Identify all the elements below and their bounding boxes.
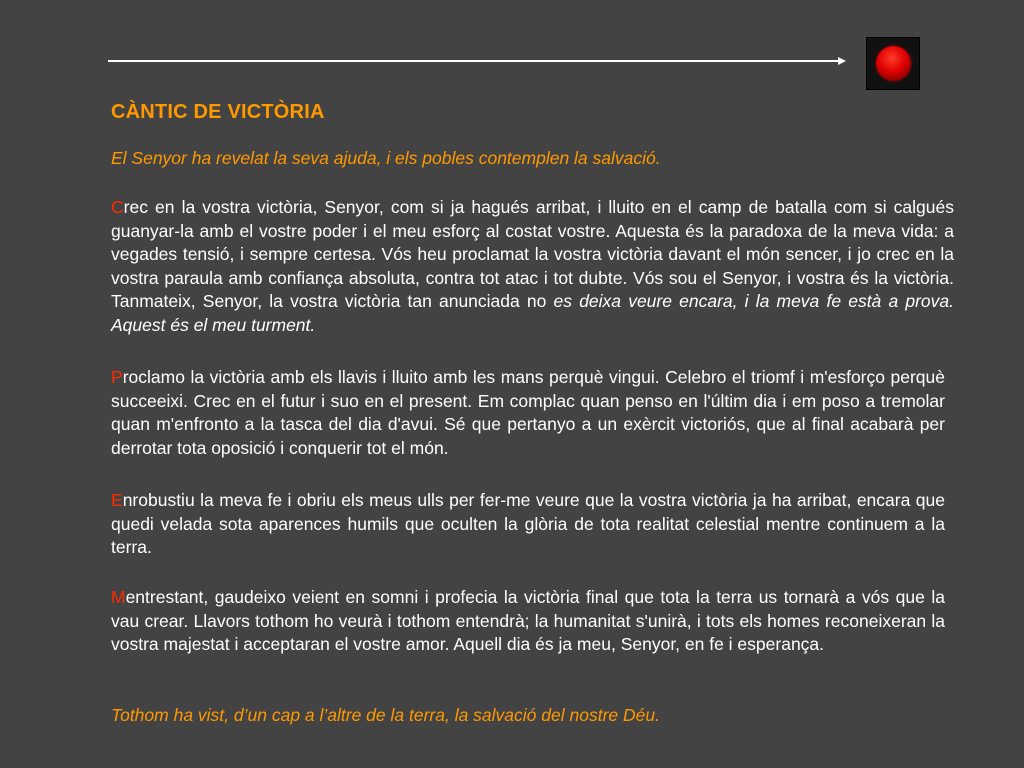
record-button[interactable] bbox=[866, 37, 920, 90]
paragraph-1-text: rec en la vostra victòria, Senyor, com si ja hagués arribat, i lluito en el camp de batalla com si calgués guanyar-la amb el vostre poder i el meu esforç al costat vostre. Aquesta és la paradoxa de la meva vida: a vegades tensió, i sempre certesa. Vós heu proclamat la vostra victòria davant el món sencer, i jo crec en la vostra paraula amb confiança absoluta, contra tot atac i tot dubte. Vós sou el Senyor, i vostra és la victòria. Tanmateix, Senyor, la vostra victòria tan anunciada no bbox=[111, 197, 954, 311]
paragraph-2-initial: P bbox=[111, 367, 123, 387]
paragraph-3-text: nrobustiu la meva fe i obriu els meus ulls per fer-me veure que la vostra victòria ja ha arribat, encara que quedi velada sota aparences humils que oculten la glòria de tota realitat celestial mentre continuem a la terra. bbox=[111, 490, 945, 557]
paragraph-4-text: entrestant, gaudeixo veient en somni i profecia la victòria final que tota la terra us tornarà a vós que la vau crear. Llavors tothom ho veurà i tothom entendrà; la humanitat s'unirà, i tots els homes reconeixeran la vostra majestat i acceptaran el vostre amor. Aquell dia és ja meu, Senyor, en fe i esperança. bbox=[111, 587, 945, 654]
paragraph-4-initial: M bbox=[111, 587, 126, 607]
paragraph-4 bbox=[111, 586, 945, 657]
arrow-right-icon bbox=[838, 57, 846, 65]
paragraph-2 bbox=[111, 366, 945, 460]
closing-verse: Tothom ha vist, d’un cap a l’altre de la terra, la salvació del nostre Déu. bbox=[111, 705, 660, 725]
paragraph-1-italic-tail: es deixa veure encara, i la meva fe està a prova. Aquest és el meu turment. bbox=[111, 291, 954, 335]
paragraph-2-text: roclamo la victòria amb els llavis i lluito amb les mans perquè vingui. Celebro el triomf i m'esforço perquè succeeixi. Crec en el futur i suo en el present. Em complac quan penso en l'últim dia i em poso a tremolar quan m'enfronto a la tasca del dia d'avui. Sé que pertanyo a un exèrcit victoriós, que al final acabarà per derrotar tota oposició i conquerir tot el món. bbox=[111, 367, 945, 458]
paragraph-3 bbox=[111, 489, 945, 560]
paragraph-3-initial: E bbox=[111, 490, 123, 510]
paragraph-1 bbox=[111, 196, 954, 337]
page-title: CÀNTIC DE VICTÒRIA bbox=[111, 101, 325, 123]
paragraph-1-initial: C bbox=[111, 197, 124, 217]
red-dot-icon bbox=[876, 46, 911, 81]
subtitle-verse: El Senyor ha revelat la seva ajuda, i els pobles contemplen la salvació. bbox=[111, 148, 661, 168]
header-divider-arrow-line bbox=[108, 60, 840, 62]
